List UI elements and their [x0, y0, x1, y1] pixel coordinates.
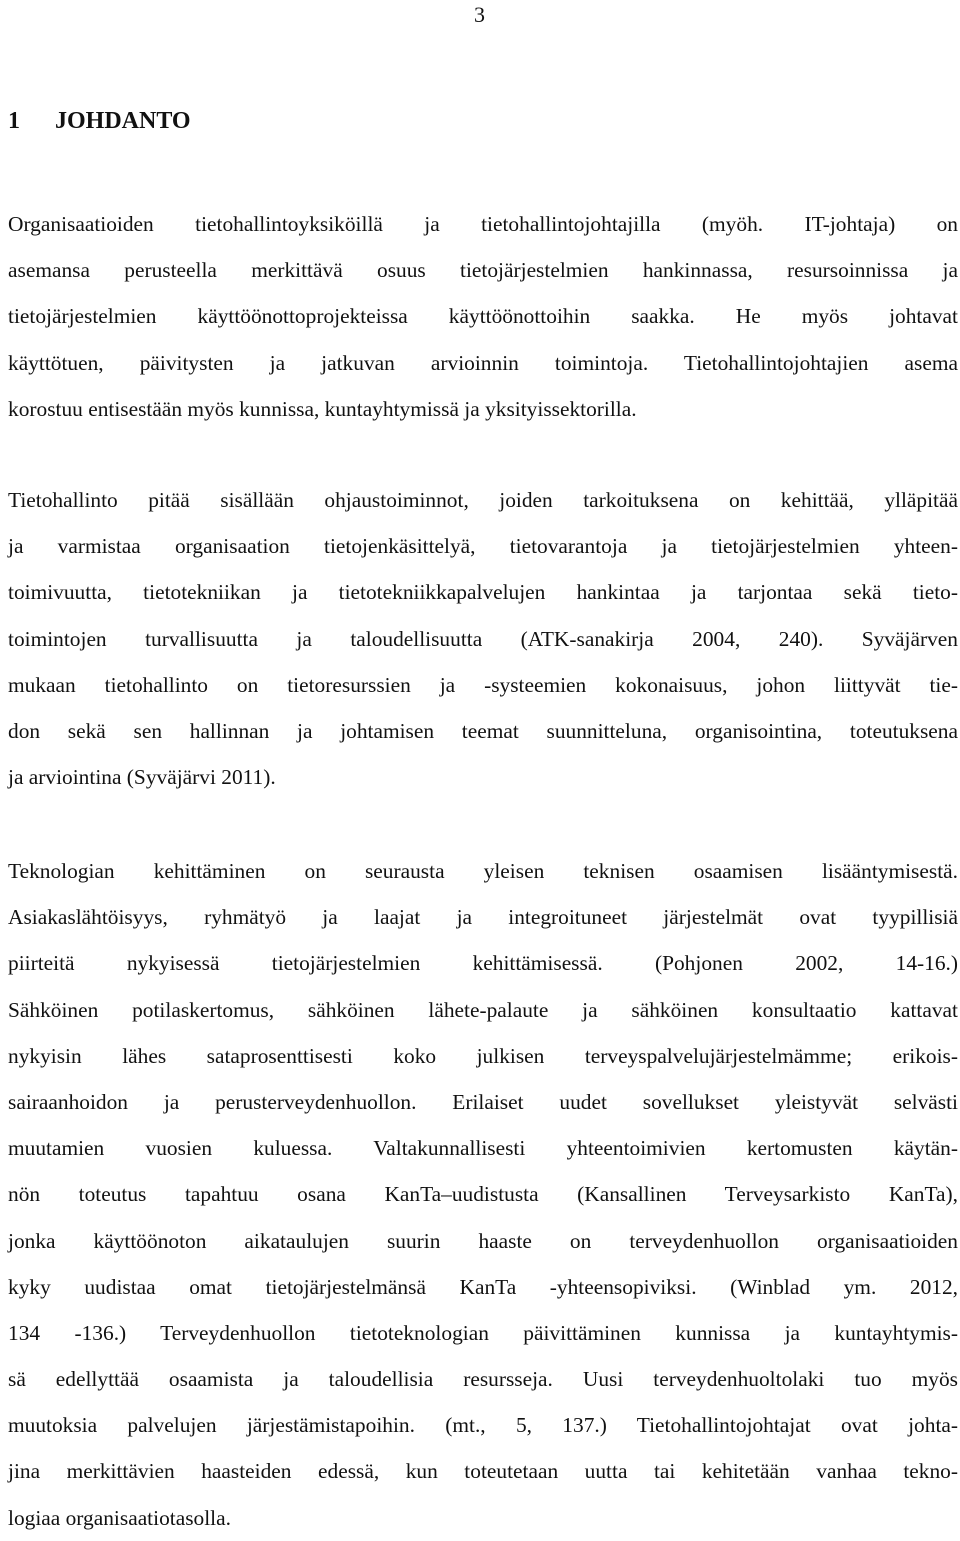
chapter-heading — [8, 106, 191, 136]
paragraph-line: Teknologian kehittäminen on seurausta yleisen teknisen osaamisen lisääntymisestä. — [8, 859, 958, 883]
paragraph-line: mukaan tietohallinto on tietoresurssien ja -systeemien kokonaisuus, johon liittyvät tie- — [8, 672, 958, 697]
paragraph-line: sä edellyttää osaamista ja taloudellisia resursseja. Uusi terveydenhuoltolaki tuo myös — [8, 1367, 958, 1392]
paragraph-line: toimintojen turvallisuutta ja taloudellisuutta (ATK-sanakirja 2004, 240). Syväjärven — [8, 626, 958, 651]
paragraph-line: ja varmistaa organisaation tietojenkäsittelyä, tietovarantoja ja tietojärjestelmien yhteen- — [8, 534, 958, 559]
paragraph-line: 134 -136.) Terveydenhuollon tietoteknologian päivittäminen kunnissa ja kuntayhtymis- — [8, 1320, 958, 1345]
paragraph-3 — [8, 848, 958, 1541]
paragraph-line: kyky uudistaa omat tietojärjestelmänsä KanTa -yhteensopiviksi. (Winblad ym. 2012, — [8, 1274, 958, 1299]
page-number: 3 — [474, 2, 485, 27]
paragraph-line: asemansa perusteella merkittävä osuus tietojärjestelmien hankinnassa, resursoinnissa ja — [8, 258, 958, 283]
paragraph-line: toimivuutta, tietotekniikan ja tietotekniikkapalvelujen hankintaa ja tarjontaa sekä tieto- — [8, 580, 958, 605]
paragraph-line: Asiakaslähtöisyys, ryhmätyö ja laajat ja integroituneet järjestelmät ovat tyypillisiä — [8, 905, 958, 930]
paragraph-line: ja arviointina (Syväjärvi 2011). — [8, 765, 276, 790]
paragraph-line: logiaa organisaatiotasolla. — [8, 1505, 231, 1530]
paragraph-line: tietojärjestelmien käyttöönottoprojekteissa käyttöönottoihin saakka. He myös johtavat — [8, 304, 958, 329]
paragraph-line: Organisaatioiden tietohallintoyksiköillä ja tietohallintojohtajilla (myöh. IT-johtaja) on — [8, 212, 958, 236]
paragraph-line: muutoksia palvelujen järjestämistapoihin. (mt., 5, 137.) Tietohallintojohtajat ovat johta- — [8, 1413, 958, 1438]
paragraph-line: piirteitä nykyisessä tietojärjestelmien kehittämisessä. (Pohjonen 2002, 14-16.) — [8, 951, 958, 976]
paragraph-line: don sekä sen hallinnan ja johtamisen teemat suunnitteluna, organisointina, toteutuksena — [8, 718, 958, 743]
paragraph-line: Sähköinen potilaskertomus, sähköinen lähete-palaute ja sähköinen konsultaatio kattavat — [8, 997, 958, 1022]
paragraph-1 — [8, 201, 958, 432]
paragraph-line: nön toteutus tapahtuu osana KanTa–uudistusta (Kansallinen Terveysarkisto KanTa), — [8, 1182, 958, 1207]
chapter-title: JOHDANTO — [55, 108, 191, 134]
chapter-number: 1 — [8, 108, 20, 134]
paragraph-line: muutamien vuosien kuluessa. Valtakunnallisesti yhteentoimivien kertomusten käytän- — [8, 1136, 958, 1161]
paragraph-2 — [8, 477, 958, 800]
paragraph-line: korostuu entisestään myös kunnissa, kuntayhtymissä ja yksityissektorilla. — [8, 396, 637, 421]
paragraph-line: sairaanhoidon ja perusterveydenhuollon. Erilaiset uudet sovellukset yleistyvät selvästi — [8, 1089, 958, 1114]
paragraph-line: Tietohallinto pitää sisällään ohjaustoiminnot, joiden tarkoituksena on kehittää, ylläpitää — [8, 488, 958, 512]
paragraph-line: jina merkittävien haasteiden edessä, kun toteutetaan uutta tai kehitetään vanhaa tekno- — [8, 1459, 958, 1484]
paragraph-line: nykyisin lähes sataprosenttisesti koko julkisen terveyspalvelujärjestelmämme; erikois- — [8, 1043, 958, 1068]
paragraph-line: jonka käyttöönoton aikataulujen suurin haaste on terveydenhuollon organisaatioiden — [8, 1228, 958, 1253]
paragraph-line: käyttötuen, päivitysten ja jatkuvan arvioinnin toimintoja. Tietohallintojohtajien asema — [8, 350, 958, 375]
